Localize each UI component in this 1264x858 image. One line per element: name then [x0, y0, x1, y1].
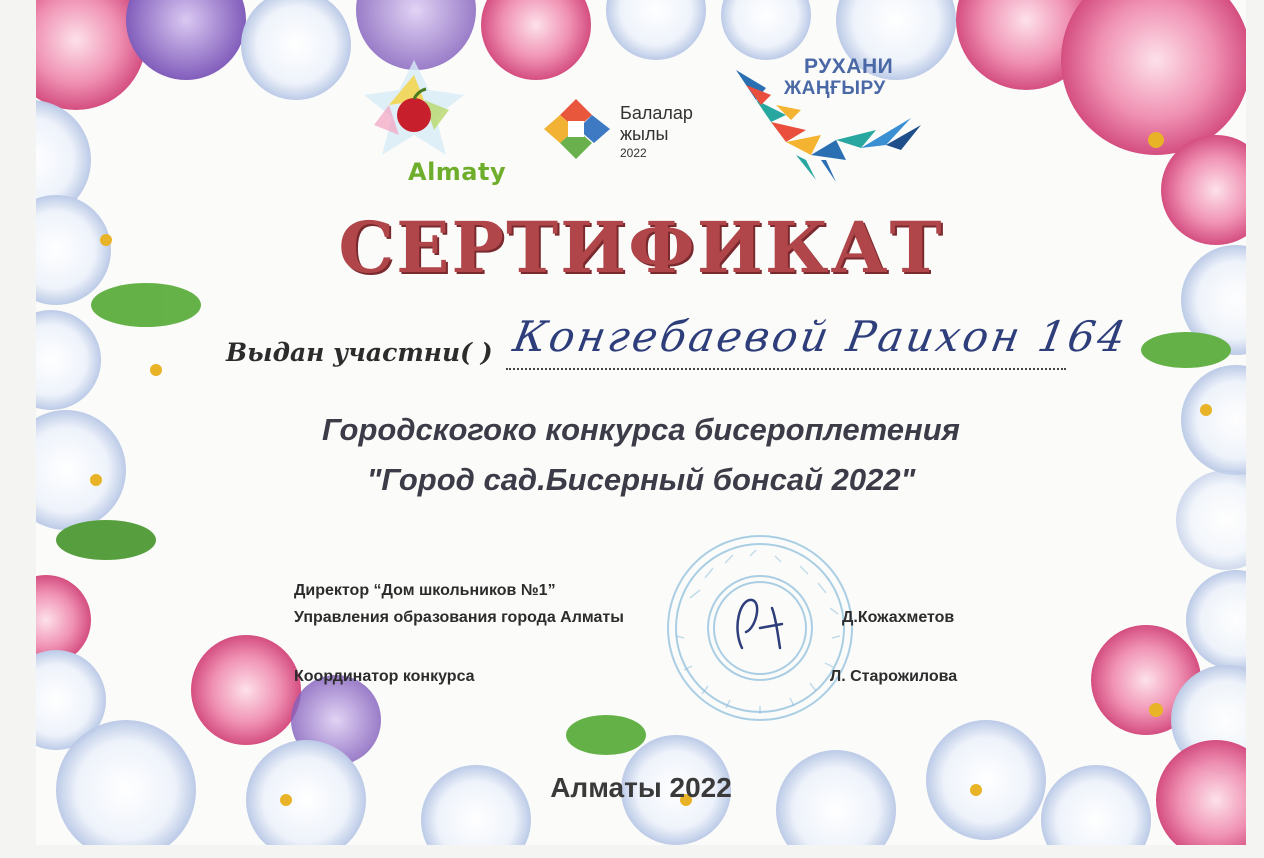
rukhani-logo-line2: ЖАҢҒЫРУ	[784, 78, 886, 99]
balalar-logo-line1: Балалар	[620, 103, 693, 123]
director-title-line1: Директор “Дом школьников №1”	[294, 582, 556, 599]
name-underline	[506, 368, 1066, 370]
rukhani-logo-line1: РУХАНИ	[804, 55, 894, 78]
handwritten-recipient-name: Конгебаевой Раихон 164	[509, 312, 1133, 361]
balalar-logo-line2: жылы	[620, 124, 669, 144]
certificate-sheet	[36, 0, 1246, 845]
contest-title-line2: "Город сад.Бисерный бонсай 2022"	[366, 462, 916, 497]
balalar-logo-year: 2022	[620, 146, 647, 160]
almaty-logo-icon	[354, 55, 474, 165]
issued-to-label: Выдан участни( )	[226, 338, 493, 367]
handwritten-signature	[722, 588, 802, 658]
certificate-title: СЕРТИФИКАТ	[338, 206, 944, 289]
director-name: Д.Кожахметов	[842, 609, 955, 626]
contest-title-line1: Городскогоко конкурса бисероплетения	[322, 412, 960, 447]
balalar-logo-icon	[538, 97, 614, 161]
almaty-logo-text: Almaty	[408, 158, 507, 186]
footer-city-year: Алматы 2022	[550, 772, 732, 803]
coordinator-name: Л. Старожилова	[830, 668, 958, 685]
coordinator-label: Координатор конкурса	[294, 668, 475, 685]
director-title-line2: Управления образования города Алматы	[294, 609, 624, 626]
